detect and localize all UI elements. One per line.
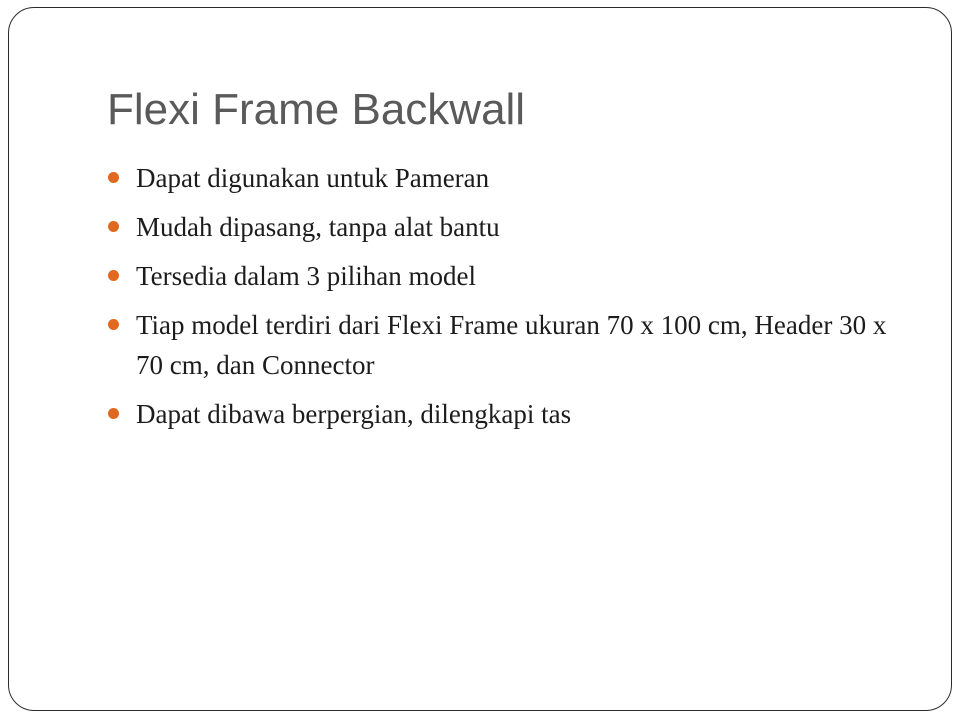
bullet-item	[107, 158, 887, 198]
slide-title: Flexi Frame Backwall	[107, 85, 526, 134]
bullet-dot-icon	[108, 270, 119, 281]
bullet-item	[107, 394, 887, 434]
bullet-text: Dapat digunakan untuk Pameran	[136, 163, 490, 193]
bullet-text: Tiap model terdiri dari Flexi Frame ukuran 70 x 100 cm, Header 30 x 70 cm, dan Connector	[136, 310, 887, 380]
bullet-text: Dapat dibawa berpergian, dilengkapi tas	[136, 399, 572, 429]
bullet-text: Mudah dipasang, tanpa alat bantu	[136, 212, 500, 242]
bullet-dot-icon	[108, 319, 119, 330]
bullet-item	[107, 207, 887, 247]
bullet-item	[107, 256, 887, 296]
bullet-text: Tersedia dalam 3 pilihan model	[136, 261, 477, 291]
bullet-dot-icon	[108, 408, 119, 419]
bullet-dot-icon	[108, 221, 119, 232]
bullet-list	[107, 158, 887, 443]
bullet-dot-icon	[108, 172, 119, 183]
bullet-item	[107, 305, 887, 385]
